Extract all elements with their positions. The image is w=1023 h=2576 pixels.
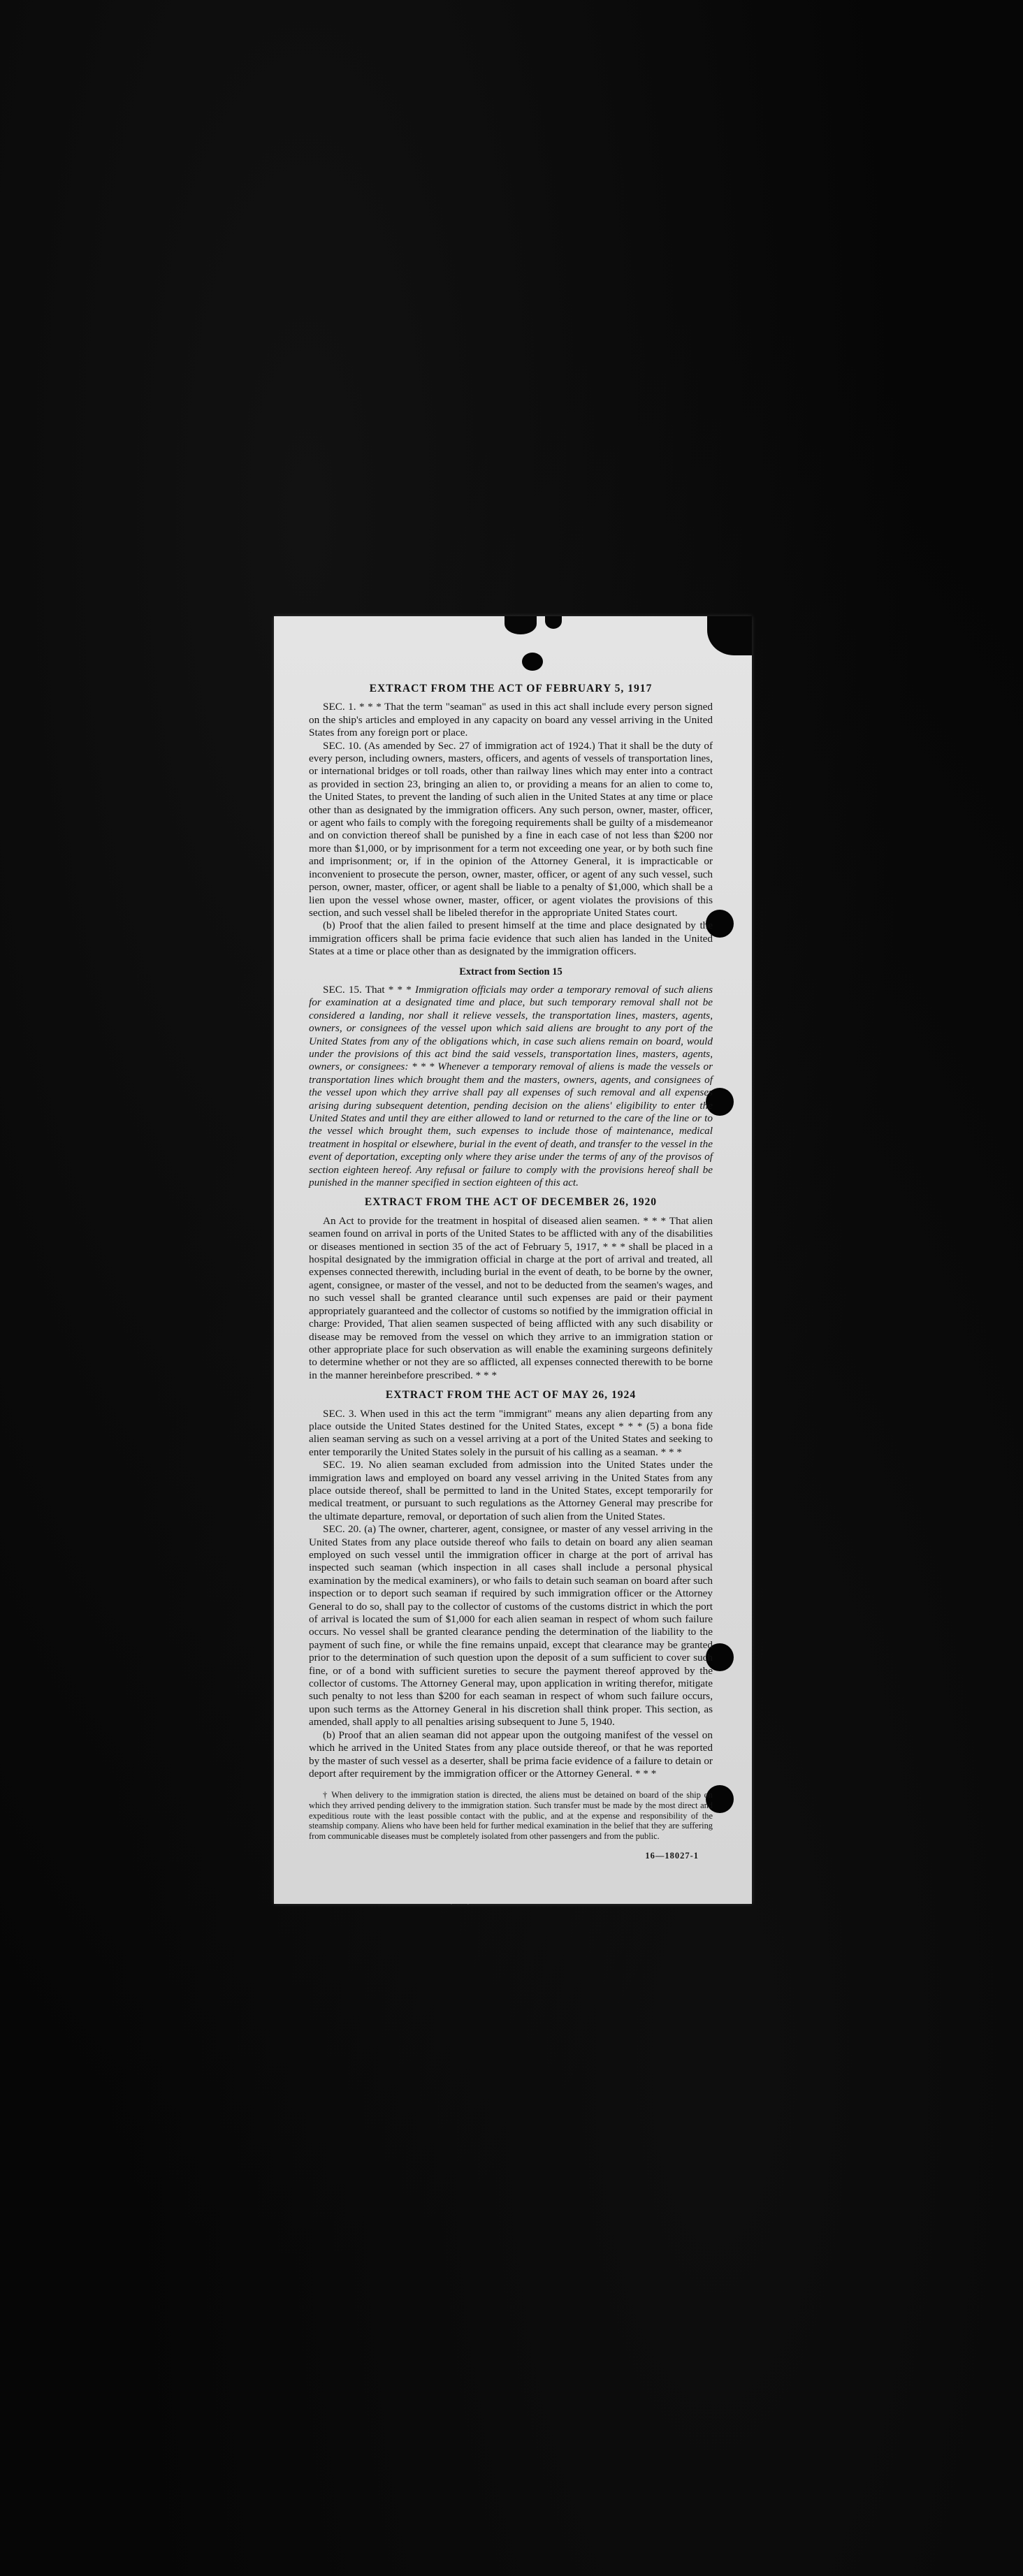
torn-edge [505, 616, 537, 634]
heading-act-1924: EXTRACT FROM THE ACT OF MAY 26, 1924 [385, 1389, 637, 1402]
heading-act-1917: EXTRACT FROM THE ACT OF FEBRUARY 5, 1917 [369, 683, 653, 694]
torn-corner [707, 616, 752, 655]
punch-hole [522, 653, 543, 671]
footnote: † When delivery to the immigration station is directed, the aliens must be detained on board of the ship on which they arrived pending delivery to the immigration station. Such transfer must be made by the most direct and expeditious route with the least possible contact with the public, and at the expense and responsibility of the steamship company. Aliens who have been held for further medical examination in the belief that they are suffering from communicable diseases must be completely isolated from other passengers and from the public. [309, 1790, 713, 1841]
heading-act-1920: EXTRACT FROM THE ACT OF DECEMBER 26, 1920 [364, 1196, 658, 1209]
paragraph-sec-19: SEC. 19. No alien seaman excluded from admission into the United States under the immigration laws and employed on board any vessel arriving in the United States from any place outside thereof, shall be permitted to land in the United States, except temporarily for medical treatment, or pursuant to such regulations as the Attorney General may prescribe for the ultimate departure, removal, or deportation of such alien from the United States. [309, 1459, 713, 1522]
document-text [309, 683, 713, 1863]
paragraph-sec-20b: (b) Proof that an alien seaman did not appear upon the outgoing manifest of the vessel on which he arrived in the United States from any place outside thereof, or that he was reported by the master of such vessel as a deserter, shall be prima facie evidence of a failure to detain or deport after requirement by the immigration officer or the Attorney General. * * * [309, 1729, 713, 1780]
sec-15-body: Immigration officials may order a temporary removal of such aliens for examination at a designated time and place, but such temporary removal shall not be considered a landing, nor shall it relieve vessels, the transportation lines, masters, agents, owners, or consignees of the vessel upon which said aliens are brought to any port of the United States from any of the obligations which, in case such aliens remain on board, would under the provisions of this act bind the said vessels, transportation lines, masters, agents, owners, or consignees: * * * Whenever a temporary removal of aliens is made the vessels or transportation lines which brought them and the masters, owners, agents, and consignees of the vessel upon which they arrive shall pay all expenses of such removal and all expenses arising during subsequent detention, pending decision on the aliens' eligibility to enter the United States and until they are either allowed to land or returned to the care of the line or to the vessel which brought them, such expenses to include those of maintenance, medical treatment in hospital or elsewhere, burial in the event of death, and transfer to the vessel in the event of deportation, excepting only where they arise under the terms of any of the provisos of section eighteen hereof. Any refusal or failure to comply with the provisions hereof shall be punished in the manner specified in section eighteen of this act. [309, 983, 713, 1189]
subheading-sec-15: Extract from Section 15 [459, 966, 563, 977]
form-number: 16—18027-1 [645, 1851, 699, 1861]
paragraph-sec-3: SEC. 3. When used in this act the term "immigrant" means any alien departing from any place outside the United States destined for the United States, except * * * (5) a bona fide alien seaman serving as such on a vessel arriving at a port of the United States and seeking to enter temporarily the United States solely in the pursuit of his calling as a seaman. * * * [309, 1407, 713, 1458]
paragraph-act-1920: An Act to provide for the treatment in hospital of diseased alien seamen. * * * That alien seamen found on arrival in ports of the United States to be afflicted with any of the disabilities or diseases mentioned in section 35 of the act of February 5, 1917, * * * shall be placed in a hospital designated by the immigration official in charge at the port of arrival and treated, all expenses connected therewith, including burial in the event of death, to be borne by the owner, agent, consignee, or master of the vessel, and not to be deducted from the seamen's wages, and no such vessel shall be granted clearance until such expenses are paid or their payment appropriately guaranteed and the collector of customs so notified by the immigration official in charge: Provided, That alien seamen suspected of being afflicted with any such disability or disease may be removed from the vessel on which they arrive to an immigration station or other appropriate place for such observation as will enable the examining surgeons definitely to determine whether or not they are so afflicted, all expenses connected therewith to be borne in the manner hereinbefore prescribed. * * * [309, 1214, 713, 1381]
sec-15-intro: SEC. 15. That * * * [323, 983, 412, 996]
paragraph-sec-10: SEC. 10. (As amended by Sec. 27 of immigration act of 1924.) That it shall be the duty of every person, including owners, masters, officers, and agents of vessels of transportation lines, or international bridges or toll roads, other than railway lines which may enter into a contract as provided in section 23, bringing an alien to, or providing a means for an alien to come to, the United States, to prevent the landing of such alien in the United States at any time or place other than as designated by the immigration officers. Any such person, owner, master, officer, or agent who fails to comply with the foregoing requirements shall be guilty of a misdemeanor and on conviction thereof shall be punished by a fine in each case of not less than $200 nor more than $1,000, or by imprisonment for a term not exceeding one year, or by both such fine and imprisonment; or, if in the opinion of the Attorney General, it is impracticable or inconvenient to prosecute the person, owner, master, officer, or agent of any such vessel, such person, owner, master, officer, or agent shall be liable to a penalty of $1,000, which shall be a lien upon the vessel whose owner, master, officer, or agent violates the provisions of this section, and such vessel shall be libeled therefor in the appropriate United States court. [309, 739, 713, 919]
torn-edge [545, 616, 562, 629]
document-page [274, 616, 752, 1904]
paragraph-sec-1: SEC. 1. * * * That the term "seaman" as used in this act shall include every person signed on the ship's articles and employed in any capacity on board any vessel arriving in the United States from any foreign port or place. [309, 701, 713, 739]
paragraph-sec-15 [309, 984, 713, 1190]
paragraph-sec-20: SEC. 20. (a) The owner, charterer, agent, consignee, or master of any vessel arriving in the United States from any place outside thereof who fails to detain on board any alien seaman employed on such vessel until the immigration officer in charge at the port of arrival has inspected such seaman (which inspection in all cases shall include a personal physical examination by the medical examiners), or who fails to detain such seaman on board after such inspection or to deport such seaman if required by such immigration officer or the Attorney General to do so, shall pay to the collector of customs of the customs district in which the port of arrival is located the sum of $1,000 for each alien seaman in respect of whom such failure occurs. No vessel shall be granted clearance pending the determination of the liability to the payment of such fine, or while the fine remains unpaid, except that clearance may be granted prior to the determination of such question upon the deposit of a sum sufficient to cover such fine, or of a bond with sufficient sureties to secure the payment thereof approved by the collector of customs. The Attorney General may, upon application in writing therefor, mitigate such penalty to not less than $200 for each seaman in respect of whom such failure occurs, upon such terms as the Attorney General in his discretion shall think proper. This section, as amended, shall apply to all penalties arising subsequent to June 5, 1940. [309, 1523, 713, 1729]
paragraph-sec-10b: (b) Proof that the alien failed to present himself at the time and place designated by the immigration officers shall be prima facie evidence that such alien has landed in the United States at a time or place other than as designated by the immigration officers. [309, 919, 713, 958]
